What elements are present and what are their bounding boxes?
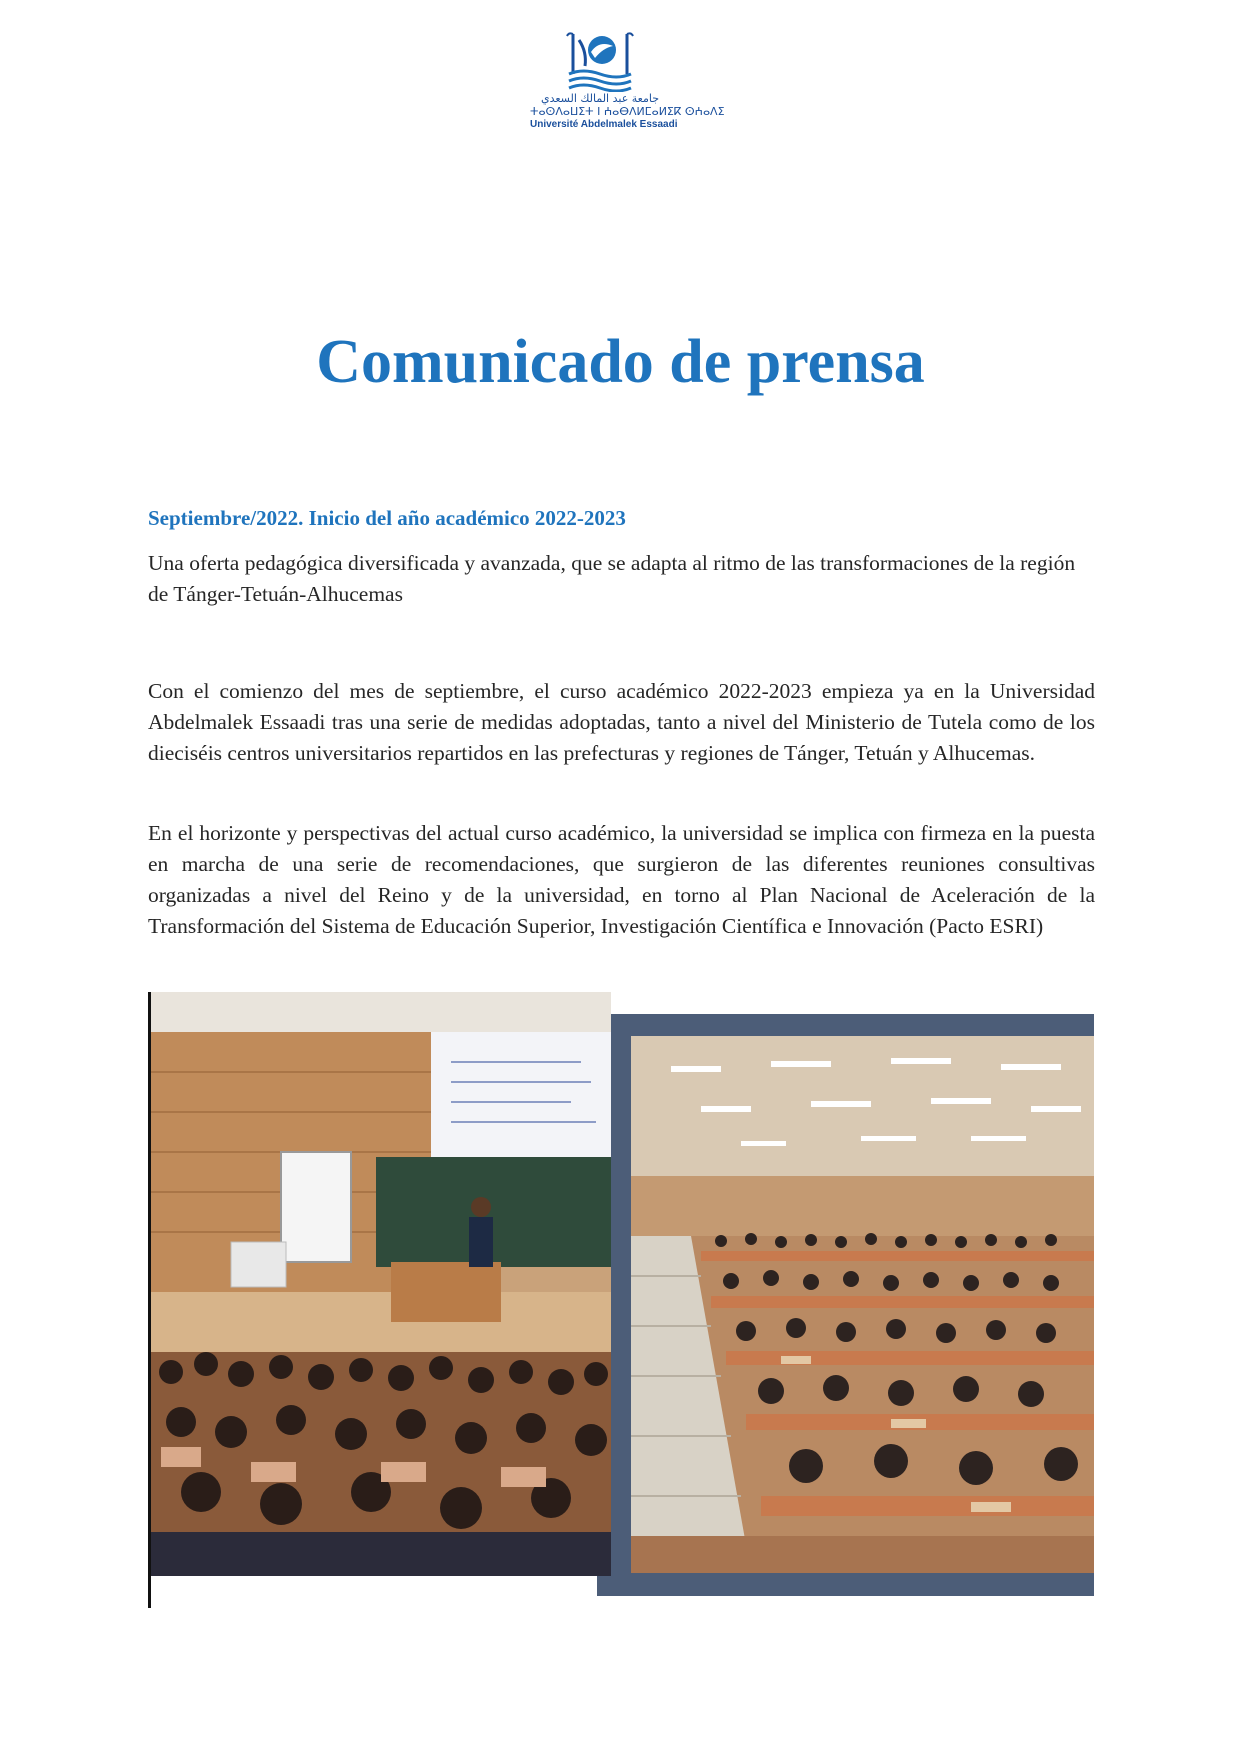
lead-paragraph: Una oferta pedagógica diversificada y avanzada, que se adapta al ritmo de las transformaciones de la región de Tánger-Tetuán-Alhucemas [148, 551, 1076, 606]
logo-tifinagh-name: ⵜⴰⵙⴷⴰⵡⵉⵜ ⵏ ⵄⴰⴱⴷⵍⵎⴰⵍⵉⴽ ⵙⵄⴰⴷⵉ [530, 105, 725, 118]
university-logo [530, 30, 725, 150]
body-paragraph-1: Con el comienzo del mes de septiembre, el curso académico 2022-2023 empieza ya en la Universidad Abdelmalek Essaadi tras una serie de medidas adoptadas, tanto a nivel del Ministerio de Tutela como de los dieciséis centros universitarios repartidos en las prefecturas y regiones de Tánger, Tetuán y Alhucemas. [148, 679, 1095, 765]
logo-french-name: Université Abdelmalek Essaadi [530, 119, 678, 130]
lecture-hall-photo-left [151, 992, 611, 1576]
university-emblem-icon [565, 30, 635, 92]
logo-arabic-name: جامعة عبد المالك السعدي [540, 92, 660, 105]
photo-collage [148, 992, 1094, 1608]
press-subtitle: Septiembre/2022. Inicio del año académico 2022-2023 [148, 506, 626, 530]
body-paragraph-2: En el horizonte y perspectivas del actual curso académico, la universidad se implica con firmeza en la puesta en marcha de una serie de recomendaciones, que surgieron de las diferentes reuniones consultivas organizadas a nivel del Reino y de la universidad, en torno al Plan Nacional de Aceleración de la Transformación del Sistema de Educación Superior, Investigación Científica e Innovación (Pacto ESRI) [148, 821, 1095, 938]
page-title: Comunicado de prensa [316, 328, 925, 396]
lecture-hall-photo-right [631, 1036, 1094, 1573]
